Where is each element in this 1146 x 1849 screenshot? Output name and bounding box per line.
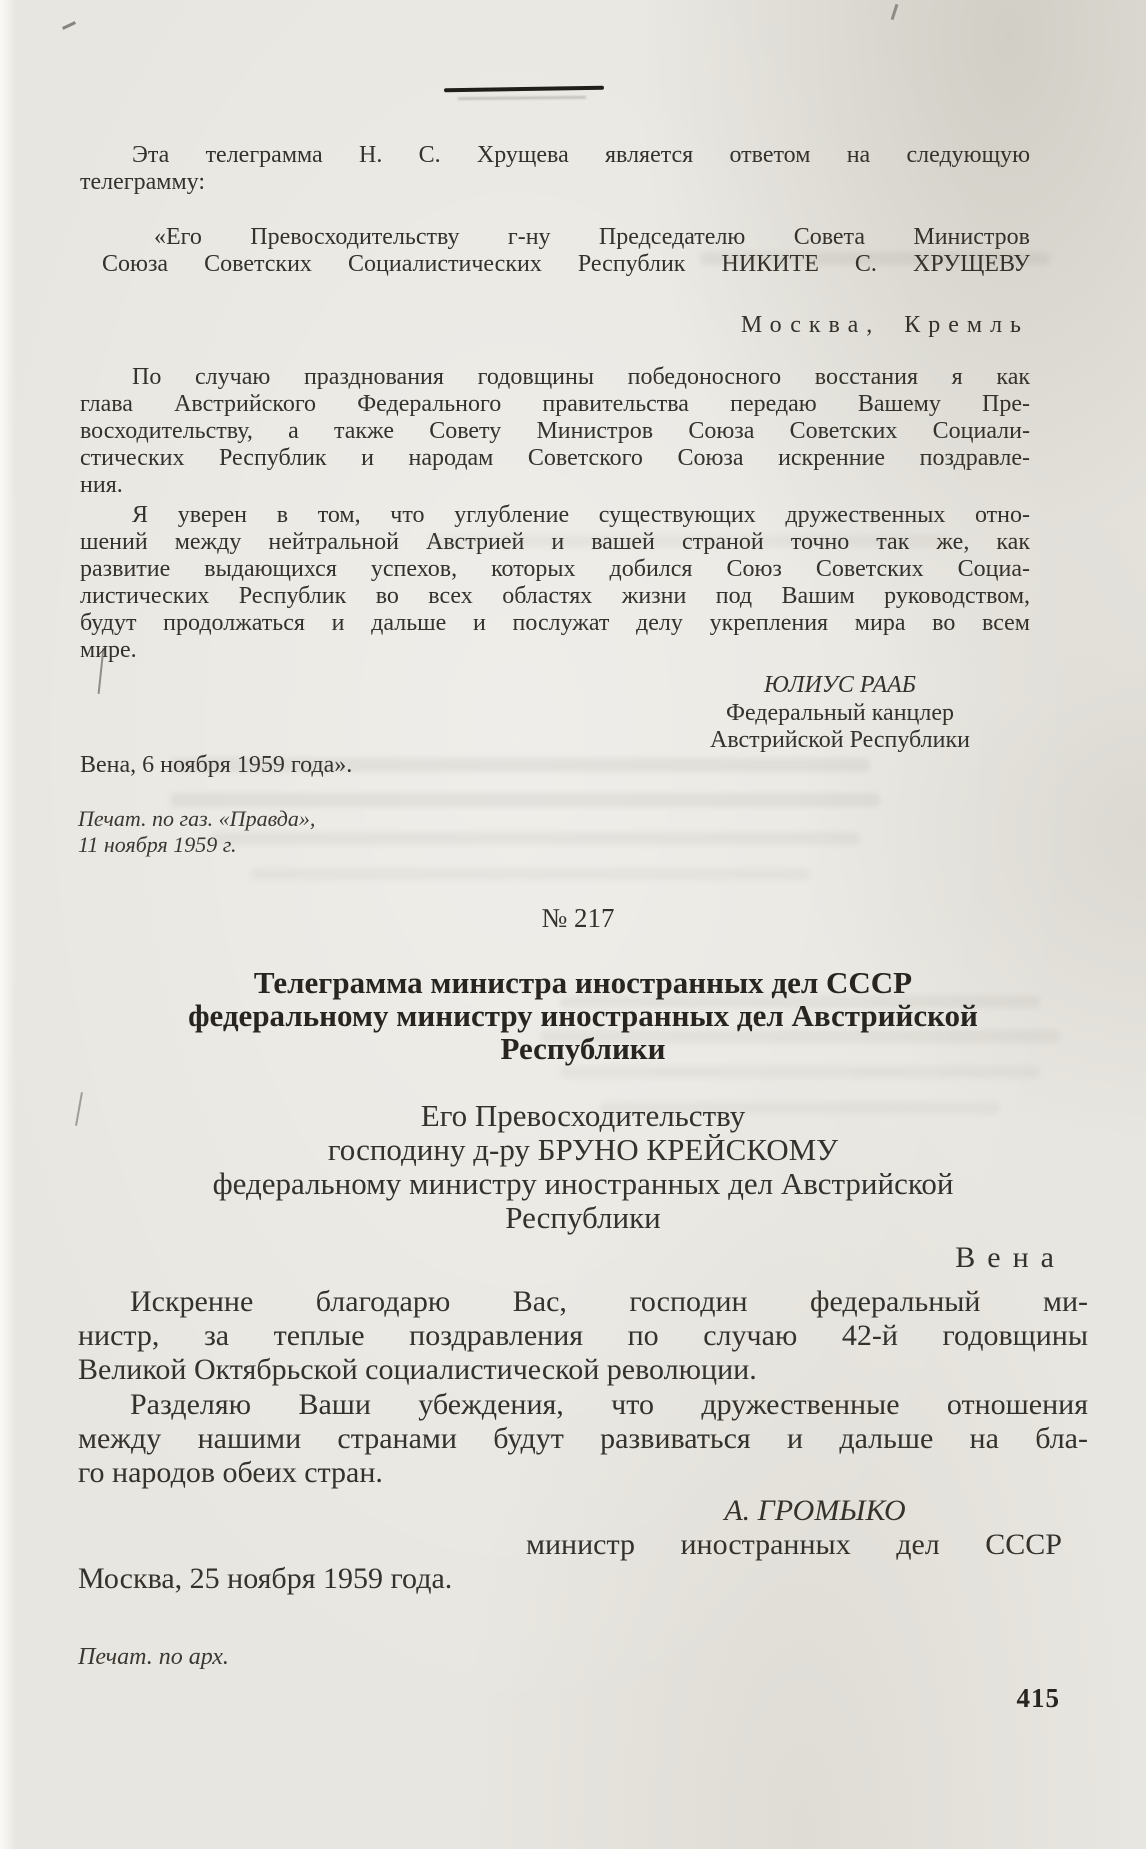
telegram2-address-line: Республики <box>505 1200 661 1235</box>
bleed-through-artifact <box>170 793 880 807</box>
telegram2-date-line: Москва, 25 ноября 1959 года. <box>78 1562 453 1595</box>
telegram1-paragraph2-line: Я уверен в том, что углубление существующих дружественных отно- <box>132 502 1030 528</box>
telegram2-heading <box>78 966 1088 1065</box>
section-divider-rule <box>444 86 604 93</box>
telegram2-signatory-title: министр иностранных дел СССР <box>526 1528 1062 1561</box>
telegram1-signatory-title: Австрийской Республики <box>710 727 970 753</box>
telegram1-intro-line: телеграмму: <box>80 169 205 195</box>
telegram1-paragraph2-line: будут продолжаться и дальше и послужат делу укрепления мира во всем <box>80 610 1030 636</box>
telegram2-dateline-place: Вена <box>955 1241 1066 1274</box>
telegram2-signatory-name: А. ГРОМЫКО <box>724 1494 906 1527</box>
telegram1-paragraph2-line: мире. <box>80 637 137 663</box>
section-divider-echo <box>458 96 586 99</box>
telegram1-paragraph2-line: шений между нейтральной Австрией и вашей страной точно так же, как <box>80 529 1030 555</box>
telegram2-paragraph1-line: нистр, за теплые поздравления по случаю 42-й годовщины <box>78 1319 1088 1352</box>
telegram1-signatory-title: Федеральный канцлер <box>725 699 955 726</box>
telegram2-address-line: Его Превосходительству <box>420 1098 746 1133</box>
telegram2-paragraph2 <box>78 1388 1088 1490</box>
telegram1-intro-line: Эта телеграмма Н. С. Хрущева является ответом на следующую <box>132 142 1030 168</box>
telegram2-source-note: Печат. по арх. <box>78 1644 229 1670</box>
telegram1-signature-block <box>660 672 1020 755</box>
telegram1-salutation-line: Союза Советских Социалистических Республик НИКИТЕ С. ХРУЩЕВУ <box>102 251 1030 277</box>
telegram1-dateline-place: Москва, Кремль <box>740 312 1029 338</box>
telegram2-paragraph2-line: между нашими странами будут развиваться и дальше на бла- <box>78 1422 1088 1455</box>
telegram2-paragraph1-line: Искренне благодарю Вас, господин федеральный ми- <box>130 1285 1088 1318</box>
telegram1-source-line: Печат. по газ. «Правда», <box>78 806 316 831</box>
bleed-through-artifact <box>560 1066 1040 1078</box>
telegram1-salutation <box>102 224 1030 278</box>
telegram1-salutation-line: «Его Превосходительству г-ну Председателю Совета Министров <box>154 224 1030 250</box>
telegram2-address-block <box>78 1099 1088 1235</box>
bleed-through-artifact <box>250 868 810 880</box>
telegram2-paragraph1 <box>78 1285 1088 1387</box>
telegram2-paragraph2-line: Разделяю Ваши убеждения, что дружественные отношения <box>130 1388 1088 1421</box>
telegram1-paragraph1-line: стических Республик и народам Советского Союза искренние поздравле- <box>80 445 1030 471</box>
telegram2-paragraph2-line: го народов обеих стран. <box>78 1456 383 1489</box>
telegram1-paragraph2-line: развитие выдающихся успехов, которых добился Союз Советских Социа- <box>80 556 1030 582</box>
telegram1-signatory-name: ЮЛИУС РААБ <box>764 672 916 698</box>
telegram2-paragraph1-line: Великой Октябрьской социалистической революции. <box>78 1353 757 1386</box>
telegram1-paragraph1 <box>80 364 1030 499</box>
telegram2-heading-line: Телеграмма министра иностранных дел СССР <box>253 965 913 1000</box>
telegram1-paragraph2-line: листических Республик во всех областях жизни под Вашим руководством, <box>80 583 1030 609</box>
telegram1-paragraph2 <box>80 502 1030 664</box>
telegram2-heading-line: федеральному министру иностранных дел Австрийской <box>188 998 978 1033</box>
telegram2-heading-line: Республики <box>500 1031 666 1066</box>
telegram2-address-line: федеральному министру иностранных дел Австрийской <box>212 1166 954 1201</box>
telegram1-intro <box>80 142 1030 196</box>
telegram1-source-note <box>78 806 498 858</box>
telegram1-paragraph1-line: ния. <box>80 472 123 498</box>
telegram1-date-line: Вена, 6 ноября 1959 года». <box>80 752 353 778</box>
telegram2-document-number: № 217 <box>541 903 615 933</box>
telegram1-source-line: 11 ноября 1959 г. <box>78 832 237 857</box>
page-number: 415 <box>1016 1683 1060 1713</box>
telegram2-address-line: господину д-ру БРУНО КРЕЙСКОМУ <box>327 1132 839 1167</box>
telegram1-paragraph1-line: восходительству, а также Совету Министров Союза Советских Социали- <box>80 418 1030 444</box>
telegram1-paragraph1-line: глава Австрийского Федерального правительства передаю Вашему Пре- <box>80 391 1030 417</box>
stray-mark <box>62 21 76 30</box>
telegram1-paragraph1-line: По случаю празднования годовщины победоносного восстания я как <box>132 364 1030 390</box>
stray-mark <box>891 4 899 20</box>
